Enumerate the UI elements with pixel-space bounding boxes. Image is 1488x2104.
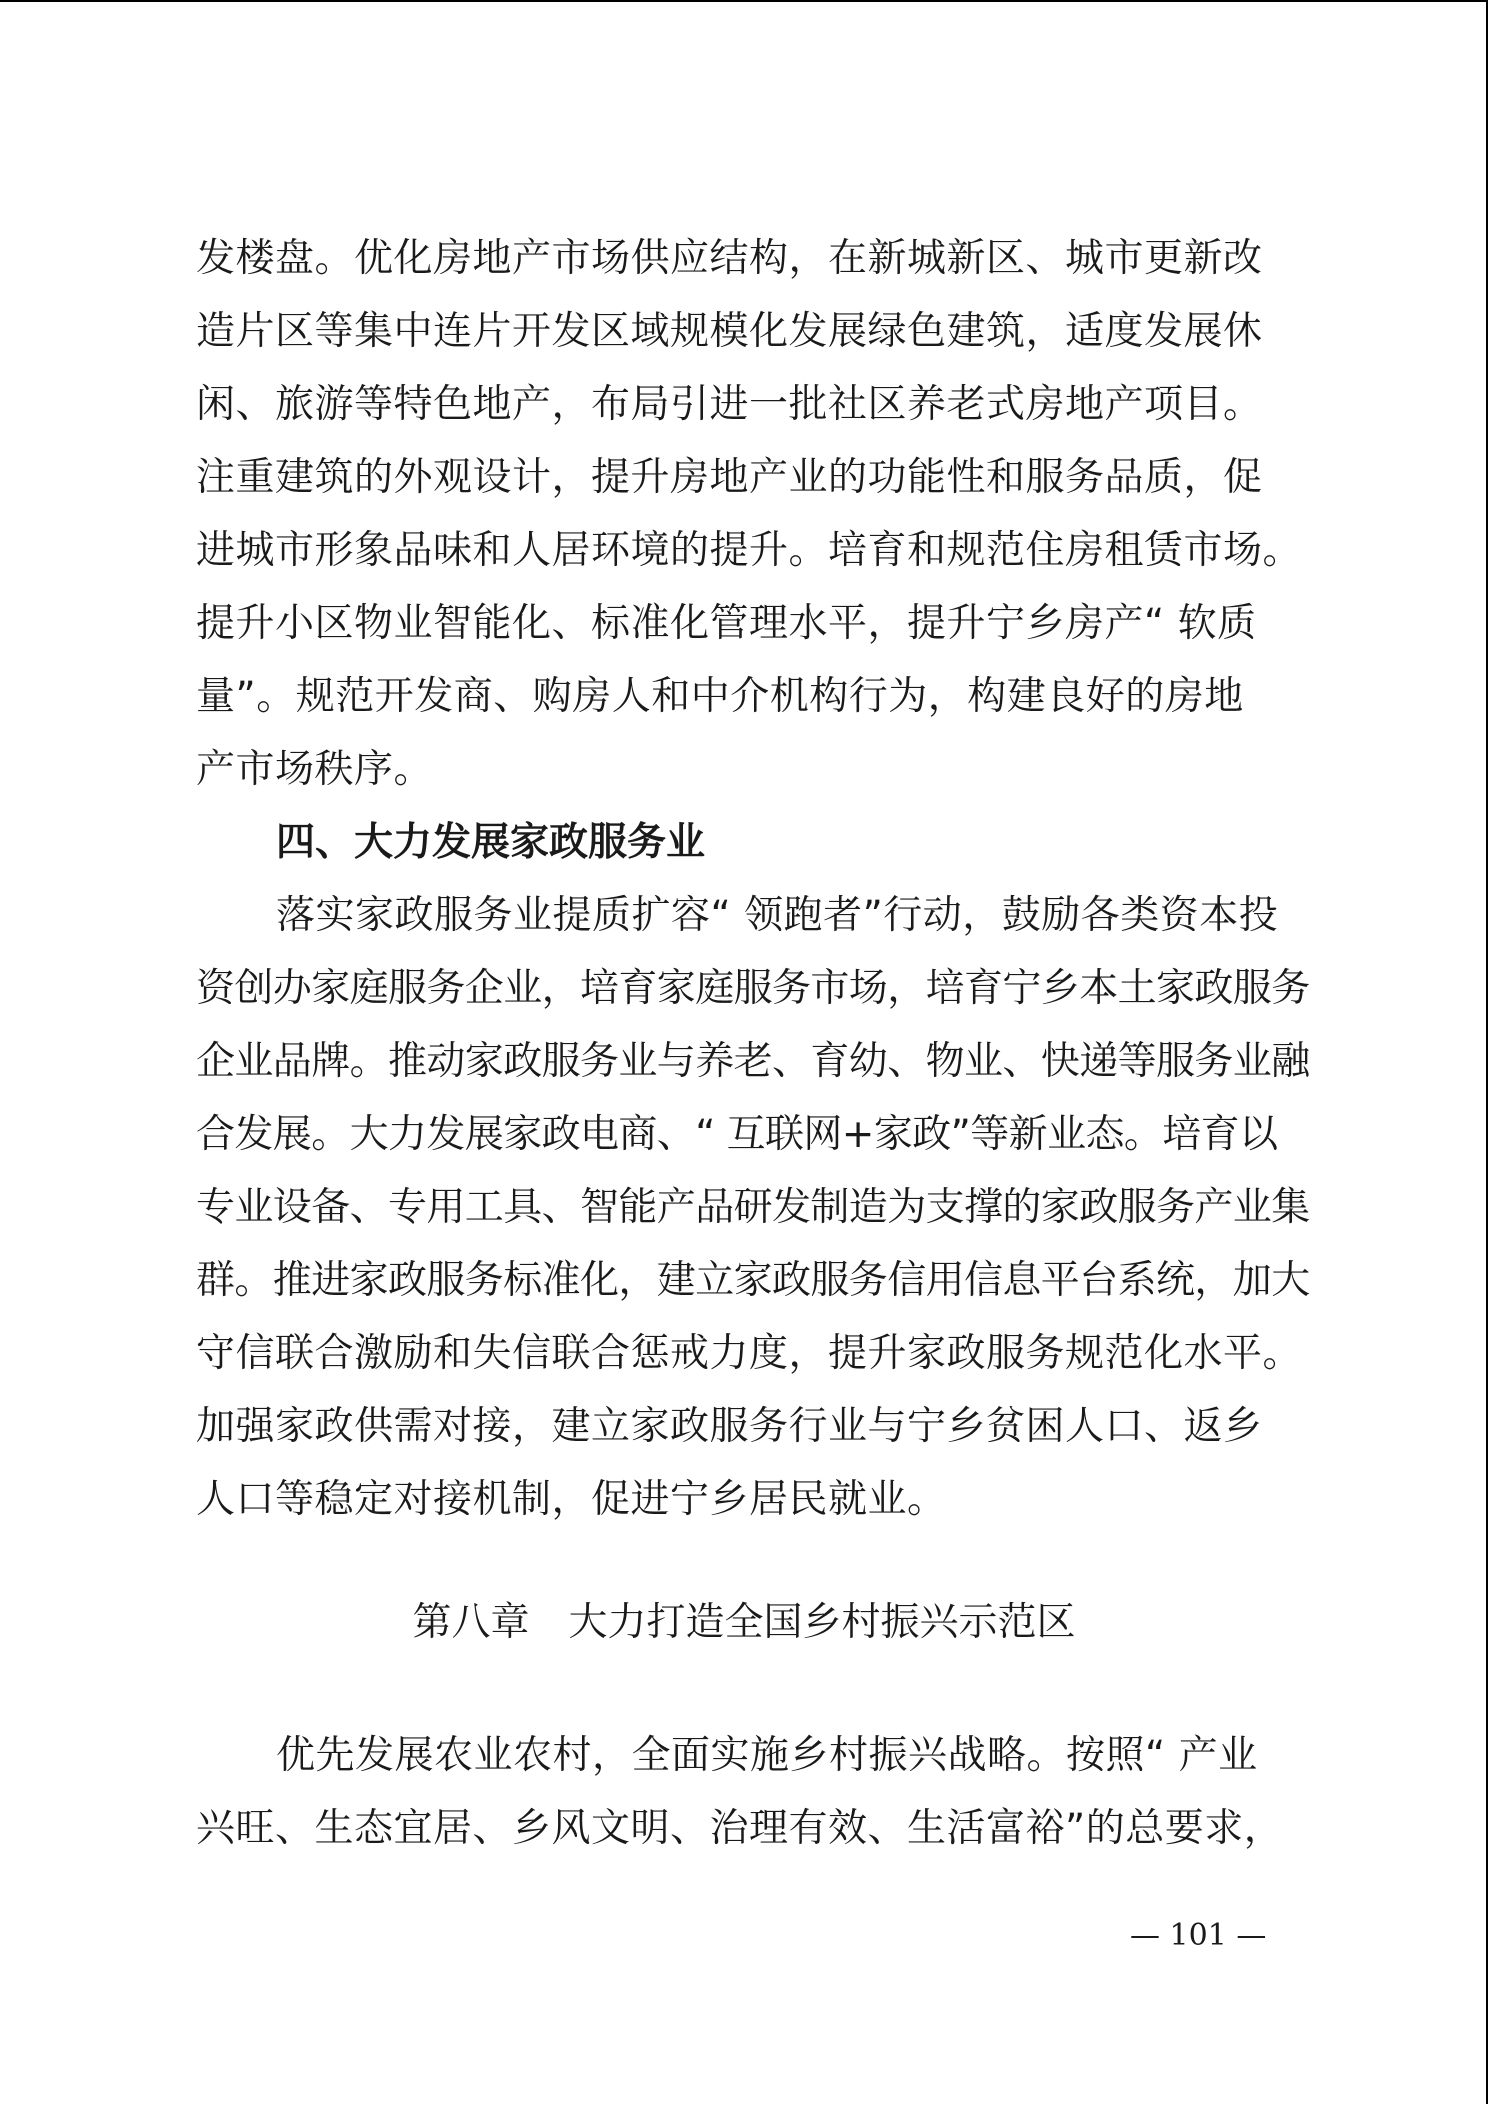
page-number: — 101 — [1130, 1918, 1267, 1953]
text-line: 提升小区物业智能化、标准化管理水平，提升宁乡房产“ 软质 [196, 601, 1257, 646]
text-line: 加强家政供需对接，建立家政服务行业与宁乡贫困人口、返乡 [196, 1404, 1263, 1449]
section-heading: 四、大力发展家政服务业 [276, 820, 706, 865]
text-line: 落实家政服务业提质扩容“ 领跑者”行动，鼓励各类资本投 [276, 893, 1279, 938]
text-line: 产市场秩序。 [196, 747, 434, 792]
text-line: 量”。规范开发商、购房人和中介机构行为，构建良好的房地 [196, 674, 1244, 719]
paragraph-real-estate [196, 222, 1303, 806]
text-line: 兴旺、生态宜居、乡风文明、治理有效、生活富裕”的总要求， [196, 1806, 1284, 1851]
text-line: 群。推进家政服务标准化，建立家政服务信用信息平台系统，加大 [196, 1258, 1310, 1303]
paragraph-rural-revitalization [196, 1719, 1294, 1865]
text-line: 优先发展农业农村，全面实施乡村振兴战略。按照“ 产业 [276, 1733, 1258, 1778]
text-line: 企业品牌。推动家政服务业与养老、育幼、物业、快递等服务业融 [196, 1039, 1310, 1084]
text-line: 进城市形象品味和人居环境的提升。培育和规范住房租赁市场。 [196, 528, 1303, 573]
text-line: 人口等稳定对接机制，促进宁乡居民就业。 [196, 1477, 947, 1522]
text-line: 注重建筑的外观设计，提升房地产业的功能性和服务品质，促 [196, 455, 1263, 500]
text-line: 造片区等集中连片开发区域规模化发展绿色建筑，适度发展休 [196, 309, 1263, 354]
text-line: 发楼盘。优化房地产市场供应结构，在新城新区、城市更新改 [196, 236, 1263, 281]
paragraph-domestic-service [196, 879, 1310, 1536]
text-line: 闲、旅游等特色地产，布局引进一批社区养老式房地产项目。 [196, 382, 1263, 427]
text-line: 守信联合激励和失信联合惩戒力度，提升家政服务规范化水平。 [196, 1331, 1303, 1376]
chapter-title: 第八章 大力打造全国乡村振兴示范区 [412, 1600, 1076, 1645]
text-line: 专业设备、专用工具、智能产品研发制造为支撑的家政服务产业集 [196, 1185, 1310, 1230]
text-line: 合发展。大力发展家政电商、“ 互联网+家政”等新业态。培育以 [196, 1112, 1278, 1157]
text-line: 资创办家庭服务企业，培育家庭服务市场，培育宁乡本土家政服务 [196, 966, 1310, 1011]
